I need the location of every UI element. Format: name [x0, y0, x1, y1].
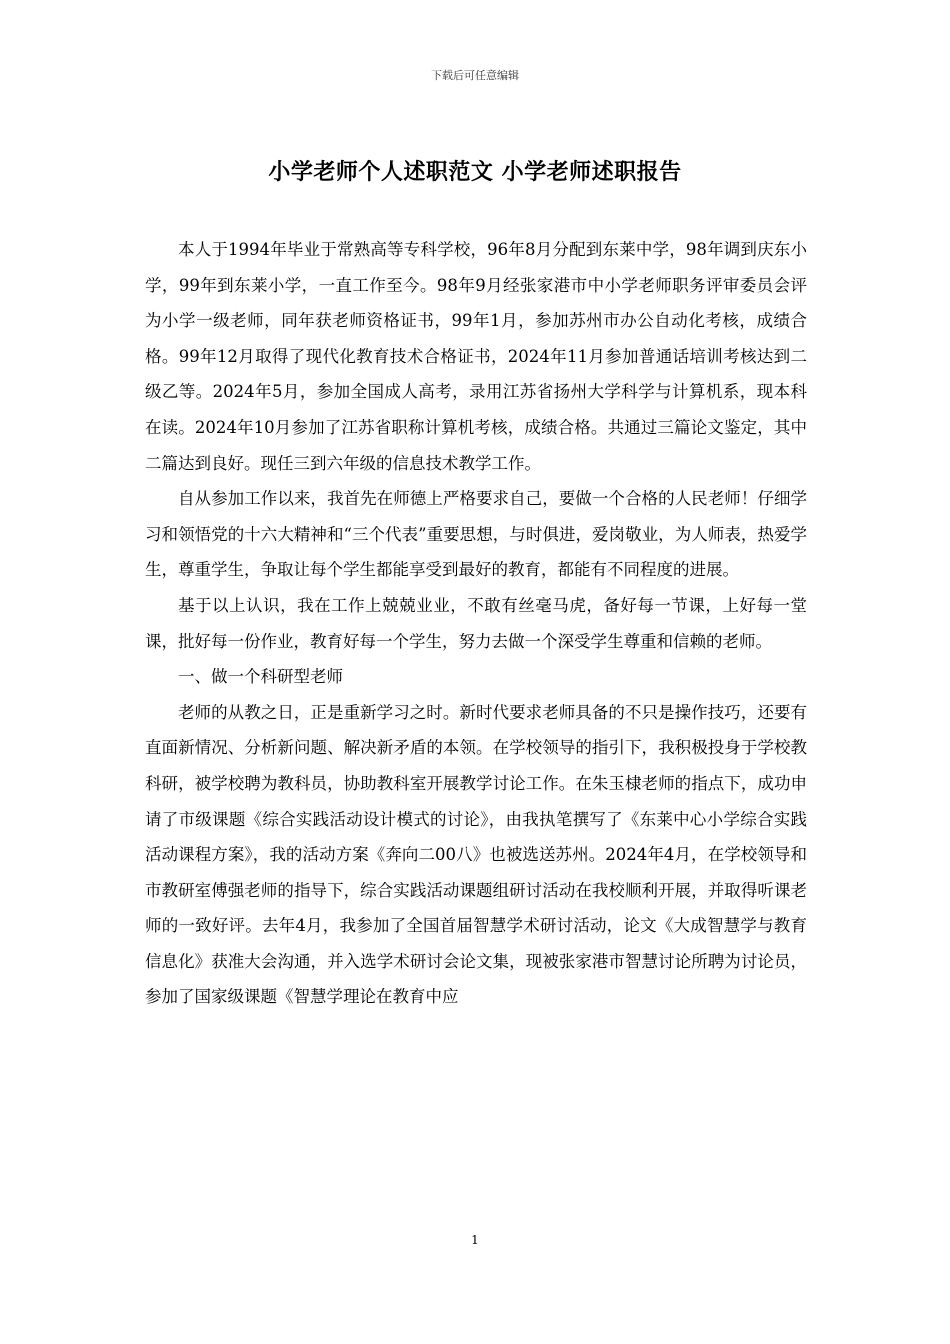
paragraph-intro: 本人于1994年毕业于常熟高等专科学校，96年8月分配到东莱中学，98年调到庆东小学，99年到东莱小学，一直工作至今。98年9月经张家港市中小学老师职务评审委员会评为小学一级老师，同年获老师资格证书，99年1月，参加苏州市办公自动化考核，成绩合格。99年12月取得了现代化教育技术合格证书，2024年11月参加普通话培训考核达到二级乙等。2024年5月，参加全国成人高考，录用江苏省扬州大学科学与计算机系，现本科在读。2024年10月参加了江苏省职称计算机考核，成绩合格。共通过三篇论文鉴定，其中二篇达到良好。现任三到六年级的信息技术教学工作。: [145, 240, 807, 473]
header-note: 下载后可任意编辑: [431, 69, 519, 82]
paragraph-ethics: 自从参加工作以来，我首先在师德上严格要求自己，要做一个合格的人民老师！仔细学习和领悟党的十六大精神和“三个代表”重要思想，与时俱进，爱岗敬业，为人师表，热爱学生，尊重学生，争取让每个学生都能享受到最好的教育，都能有不同程度的进展。: [145, 489, 807, 580]
page-number: 1: [471, 1233, 479, 1247]
document-body: [145, 232, 807, 1015]
document-title: 小学老师个人述职范文 小学老师述职报告: [268, 159, 682, 185]
paragraph-research: 老师的从教之日，正是重新学习之时。新时代要求老师具备的不只是操作技巧，还要有直面新情况、分析新问题、解决新矛盾的本领。在学校领导的指引下，我积极投身于学校教科研，被学校聘为教科员，协助教科室开展教学讨论工作。在朱玉棣老师的指点下，成功申请了市级课题《综合实践活动设计模式的讨论》，由我执笔撰写了《东莱中心小学综合实践活动课程方案》，我的活动方案《奔向二00八》也被选送苏州。2024年4月，在学校领导和市教研室傅强老师的指导下，综合实践活动课题组研讨活动在我校顺利开展，并取得听课老师的一致好评。去年4月，我参加了全国首届智慧学术研讨活动，论文《大成智慧学与教育信息化》获准大会沟通，并入选学术研讨会论文集，现被张家港市智慧讨论所聘为讨论员，参加了国家级课题《智慧学理论在教育中应: [145, 702, 807, 1007]
section-heading: 一、做一个科研型老师: [178, 667, 343, 687]
paragraph-work-attitude: 基于以上认识，我在工作上兢兢业业，不敢有丝毫马虎，备好每一节课，上好每一堂课，批好每一份作业，教育好每一个学生，努力去做一个深受学生尊重和信赖的老师。: [145, 595, 807, 651]
